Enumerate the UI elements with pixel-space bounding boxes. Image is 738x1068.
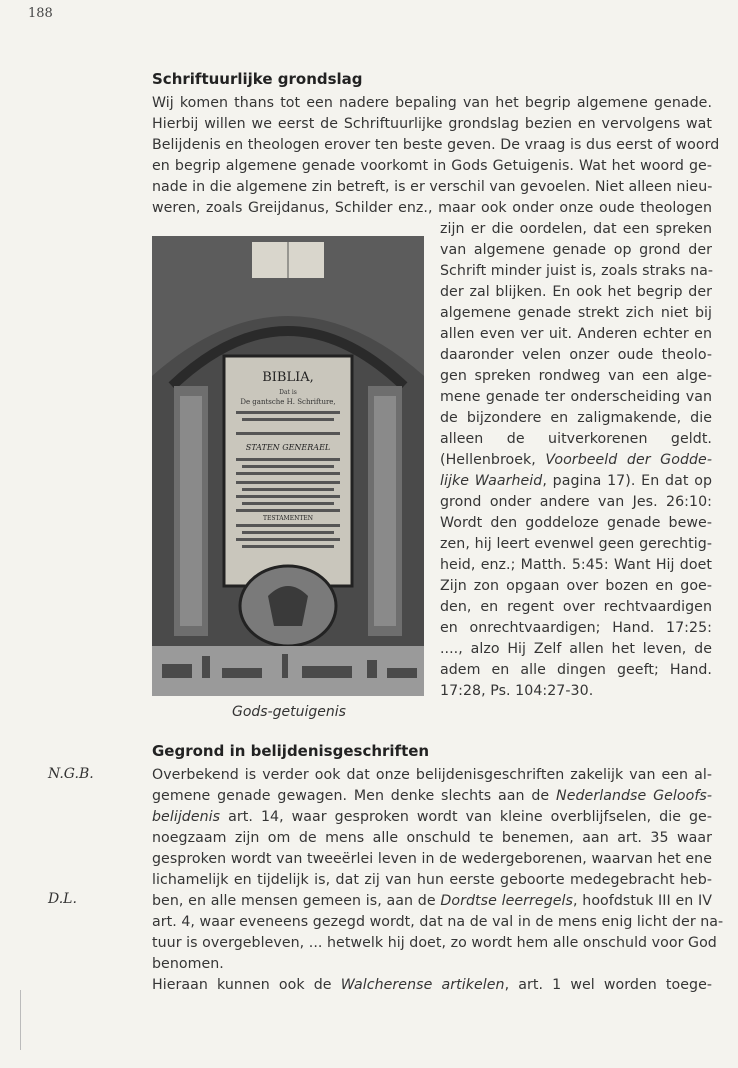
text-span: algemene genade strekt zich niet bij [440, 305, 712, 321]
text-line: Overbekend is verder ook dat onze belijdenisgeschriften zakelijk van een al- [152, 767, 712, 783]
text-line: gesproken wordt van tweeërlei leven in de wedergeborenen, waarvan het ene [152, 851, 712, 867]
text-line [440, 492, 712, 513]
text-line [440, 408, 712, 429]
bible-subtitle-text: Dat is [279, 389, 297, 396]
text-span: zijn er die oordelen, dat een spreken [440, 221, 712, 237]
text-line: weren, zoals Greijdanus, Schilder enz., maar ook onder onze oude theologen [152, 200, 712, 216]
text-line [440, 345, 712, 366]
text-span: grond onder andere van Jes. 26:10: [440, 494, 712, 510]
section-heading-gegrond: Gegrond in belijdenisgeschriften [152, 742, 430, 760]
bible-testamenten-text: TESTAMENTEN [263, 515, 313, 522]
text-line: en begrip algemene genade voorkomt in Gods Getuigenis. Wat het woord ge- [152, 158, 712, 174]
text-line [152, 975, 712, 996]
margin-note-dl: D.L. [48, 891, 77, 907]
text-line [440, 639, 712, 660]
text-span: de bijzondere en zaligmakende, die [440, 410, 712, 426]
text-span: gemene genade gewagen. Men denke slechts aan de [152, 788, 550, 804]
text-span: adem en alle dingen geeft; Hand. [440, 662, 712, 678]
text-line [440, 261, 712, 282]
page-number: 188 [28, 6, 53, 21]
text-span-italic: Walcherense artikelen [340, 977, 505, 993]
text-line: benomen. [152, 956, 224, 972]
text-span: Schrift minder juist is, zoals straks na- [440, 263, 714, 279]
text-line: Wij komen thans tot een nadere bepaling van het begrip algemene genade. [152, 95, 712, 111]
text-line [440, 471, 712, 492]
text-line [440, 534, 712, 555]
text-line [440, 618, 712, 639]
text-line: noegzaam zijn om de mens alle onschuld te benemen, aan art. 35 waar [152, 830, 712, 846]
text-span: alleen de uitverkorenen geldt. [440, 431, 712, 447]
text-span: Zijn zon opgaan over bozen en goe- [440, 578, 712, 594]
text-span: , pagina 17). En dat op [542, 473, 712, 489]
text-span: Hieraan kunnen ook de [152, 977, 332, 993]
text-line: lichamelijk en tijdelijk is, dat zij van hun eerste geboorte medegebracht heb- [152, 872, 712, 888]
text-span: heid, enz.; Matth. 5:45: Want Hij doet [440, 557, 712, 573]
text-line: Belijdenis en theologen erover ten beste geven. De vraag is dus eerst of woord [152, 137, 720, 153]
bible-title-page-image [152, 236, 424, 696]
text-span: (Hellenbroek, [440, 452, 536, 468]
text-line [440, 555, 712, 576]
text-line: nade in die algemene zin betreft, is er verschil van gevoelen. Niet alleen nieu- [152, 179, 713, 195]
text-span: Wordt den goddeloze genade bewe- [440, 515, 712, 531]
text-span: allen even ver uit. Anderen echter en [440, 326, 712, 342]
text-span: ben, en alle mensen gemeen is, aan de [152, 893, 436, 909]
text-span: daaronder velen onzer oude theolo- [440, 347, 712, 363]
text-line [152, 807, 712, 828]
margin-note-ngb: N.G.B. [48, 766, 94, 782]
text-line: art. 4, waar eveneens gezegd wordt, dat na de val in de mens enig licht der na- [152, 914, 724, 930]
text-span: der zal blijken. En ook het begrip der [440, 284, 712, 300]
text-span-italic: Nederlandse Geloofs- [556, 788, 713, 804]
bible-subtitle-text-2: De gantsche H. Schrifture, [240, 398, 336, 406]
text-span: 17:28, Ps. 104:27-30. [440, 683, 594, 699]
text-line [440, 429, 712, 450]
text-line [440, 597, 712, 618]
figure-caption: Gods-getuigenis [232, 704, 346, 720]
text-line [440, 240, 712, 261]
text-line [440, 282, 712, 303]
text-span-italic: belijdenis [152, 809, 221, 825]
text-line: Hierbij willen we eerst de Schriftuurlijke grondslag bezien en vervolgens wat [152, 116, 712, 132]
text-line [440, 387, 712, 408]
text-span-italic: lijke Waarheid [440, 473, 543, 489]
text-span: art. 14, waar gesproken wordt van kleine overblijfselen, die ge- [228, 809, 713, 825]
text-span-italic: Dordtse leerregels [440, 893, 573, 909]
bible-engraving [152, 236, 424, 696]
section-heading-schriftuurlijke: Schriftuurlijke grondslag [152, 70, 363, 88]
text-line [440, 303, 712, 324]
text-line [440, 450, 712, 471]
text-line [440, 681, 712, 702]
text-span: , art. 1 wel worden toege- [504, 977, 713, 993]
text-line [152, 786, 712, 807]
text-line [440, 513, 712, 534]
text-line: tuur is overgebleven, ... hetwelk hij doet, zo wordt hem alle onschuld voor God [152, 935, 717, 951]
text-line [440, 219, 712, 240]
text-span: en onrechtvaardigen; Hand. 17:25: [440, 620, 712, 636]
text-span: zen, hij leert evenwel geen gerechtig- [440, 536, 712, 552]
text-line [440, 366, 712, 387]
binding-edge-line [20, 990, 21, 1050]
bible-staten-text: STATEN GENERAEL [245, 443, 331, 452]
bible-title-text: BIBLIA, [262, 370, 314, 385]
text-span: den, en regent over rechtvaardigen [440, 599, 712, 615]
text-line [440, 576, 712, 597]
text-line [440, 660, 712, 681]
text-line [152, 891, 712, 912]
text-span: ...., alzo Hij Zelf allen het leven, de [440, 641, 712, 657]
text-span: gen spreken rondweg van een alge- [440, 368, 712, 384]
text-span: van algemene genade op grond der [440, 242, 712, 258]
text-line [440, 324, 712, 345]
text-span: , hoofdstuk III en IV [572, 893, 713, 909]
text-span: mene genade ter onderscheiding van [440, 389, 712, 405]
text-span-italic: Voorbeeld der Godde- [545, 452, 712, 468]
